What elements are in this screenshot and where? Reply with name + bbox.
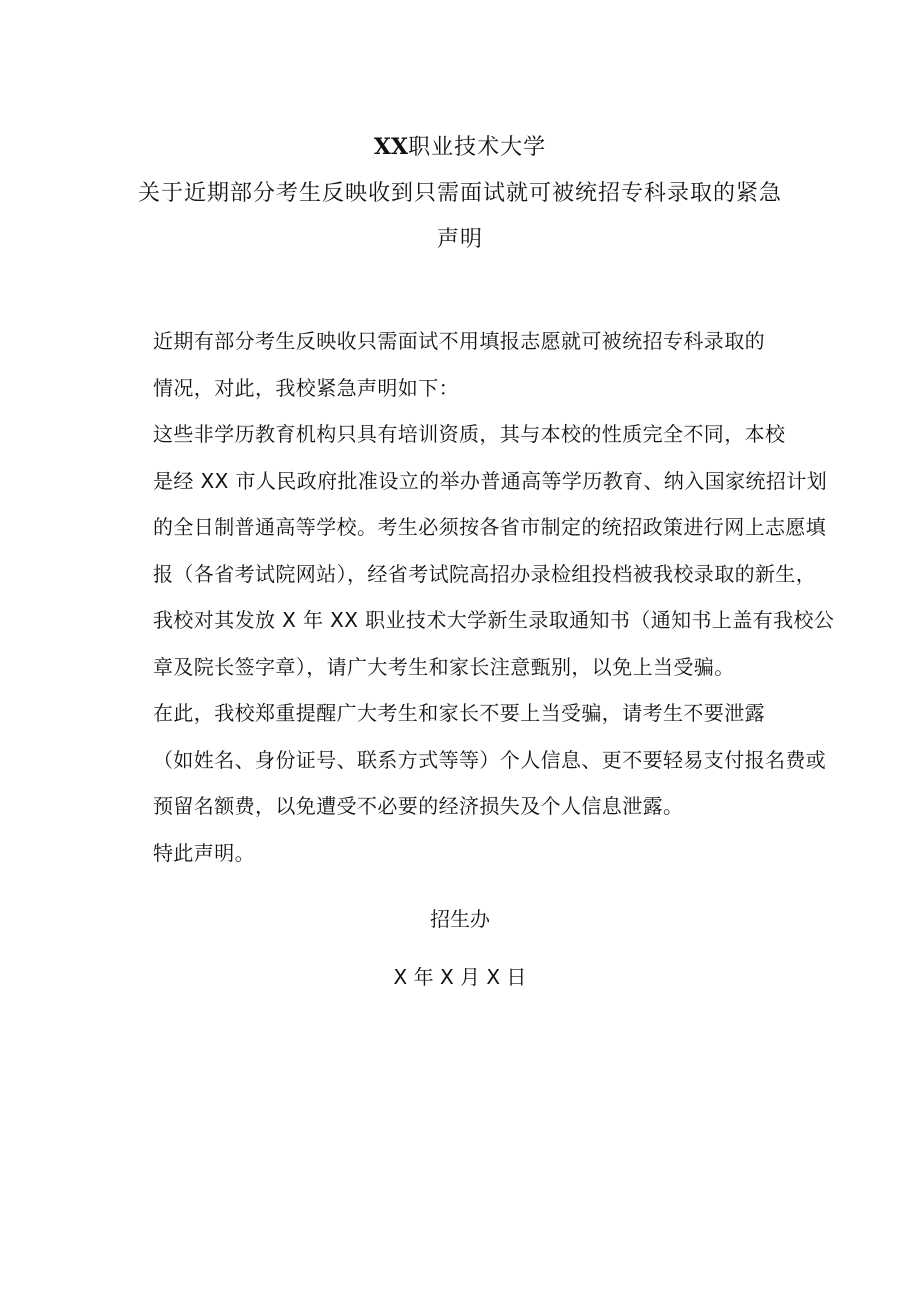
paragraph-line: 我校对其发放 X 年 XX 职业技术大学新生录取通知书（通知书上盖有我校公 (153, 608, 835, 632)
paragraph-line: 章及院长签字章），请广大考生和家长注意甄别，以免上当受骗。 (153, 654, 735, 679)
school-prefix: XX (373, 134, 409, 160)
paragraph-line: （如姓名、身份证号、联系方式等等）个人信息、更不要轻易支付报名费或 (153, 747, 827, 772)
signature-date: X 年 X 月 X 日 (393, 965, 527, 989)
paragraph-line: 在此，我校郑重提醒广大考生和家长不要上当受骗，请考生不要泄露 (153, 701, 765, 725)
paragraph-line: 近期有部分考生反映收只需面试不用填报志愿就可被统招专科录取的 (153, 329, 765, 353)
paragraph-closing (109, 830, 821, 877)
signature-office: 招生办 (430, 907, 490, 931)
paragraph-line: 这些非学历教育机构只具有培训资质，其与本校的性质完全不同，本校 (153, 422, 786, 446)
paragraph-warning (109, 690, 827, 830)
document-title (0, 124, 920, 263)
school-title (0, 124, 920, 171)
paragraph-intro (109, 318, 821, 411)
paragraph-line: 报（各省考试院网站），经省考试院高招办录检组投档被我校录取的新生， (153, 561, 817, 586)
paragraph-explanation (109, 411, 835, 690)
statement-subtitle-line2: 声明 (436, 227, 483, 252)
paragraph-line: 情况，对此，我校紧急声明如下： (153, 375, 459, 400)
paragraph-line: 预留名额费，以免遭受不必要的经济损失及个人信息泄露。 (153, 794, 684, 818)
school-name: 职业技术大学 (408, 135, 547, 160)
paragraph-line: 是经 XX 市人民政府批准设立的举办普通高等学历教育、纳入国家统招计划 (153, 468, 828, 493)
paragraph-line: 特此声明。 (153, 840, 255, 865)
statement-subtitle-line1: 关于近期部分考生反映收到只需面试就可被统招专科录取的紧急 (137, 181, 782, 206)
paragraph-line: 的全日制普通高等学校。考生必须按各省市制定的统招政策进行网上志愿填 (153, 515, 827, 539)
statement-body (109, 318, 835, 876)
